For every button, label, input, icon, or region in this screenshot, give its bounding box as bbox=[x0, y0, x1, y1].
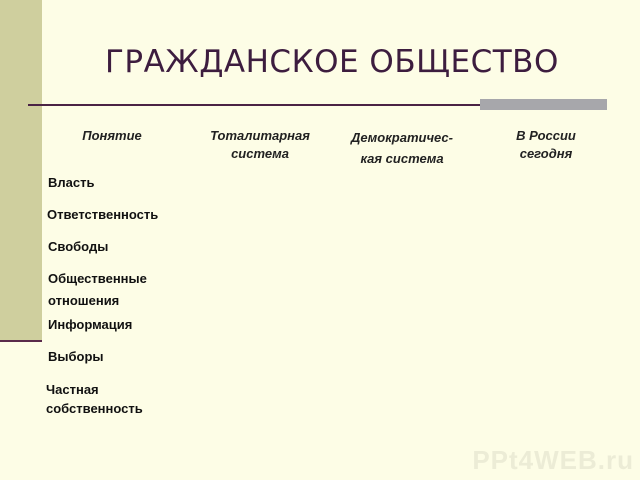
left-decor-band bbox=[0, 0, 42, 342]
slide-title: ГРАЖДАНСКОЕ ОБЩЕСТВО bbox=[105, 44, 559, 80]
watermark: PPt4WEB.ru bbox=[472, 445, 634, 475]
header-concept-line1: Понятие bbox=[82, 128, 142, 143]
header-totalitarian-line2: система bbox=[231, 146, 289, 161]
row-power bbox=[48, 173, 94, 192]
header-democratic bbox=[332, 127, 472, 169]
title-underline bbox=[28, 104, 480, 106]
header-democratic-line1: Демократичес- bbox=[351, 130, 453, 145]
header-totalitarian-line1: Тоталитарная bbox=[210, 128, 310, 143]
header-totalitarian bbox=[190, 127, 330, 163]
row-freedoms-label: Свободы bbox=[48, 239, 109, 254]
row-responsibility bbox=[47, 205, 158, 224]
row-private-property-line2: собственность bbox=[46, 401, 143, 416]
row-private-property-line1: Частная bbox=[46, 382, 99, 397]
header-russia-today bbox=[488, 127, 604, 163]
header-russia-line1: В России bbox=[516, 128, 576, 143]
title-accent-bar bbox=[480, 99, 607, 110]
row-private-property bbox=[46, 380, 143, 418]
row-information-label: Информация bbox=[48, 317, 133, 332]
row-elections-label: Выборы bbox=[48, 349, 104, 364]
header-concept bbox=[62, 127, 162, 145]
header-democratic-line2: кая система bbox=[360, 151, 444, 166]
row-power-label: Власть bbox=[48, 175, 95, 190]
header-russia-line2: сегодня bbox=[519, 146, 573, 161]
row-information bbox=[48, 315, 132, 334]
left-accent-line bbox=[0, 340, 42, 342]
row-social-relations-line1: Общественные bbox=[48, 271, 147, 286]
row-responsibility-label: Ответственность bbox=[47, 207, 159, 222]
row-freedoms bbox=[48, 237, 108, 256]
row-elections bbox=[48, 347, 104, 366]
row-social-relations-line2: отношения bbox=[48, 293, 120, 308]
row-social-relations bbox=[48, 268, 147, 312]
